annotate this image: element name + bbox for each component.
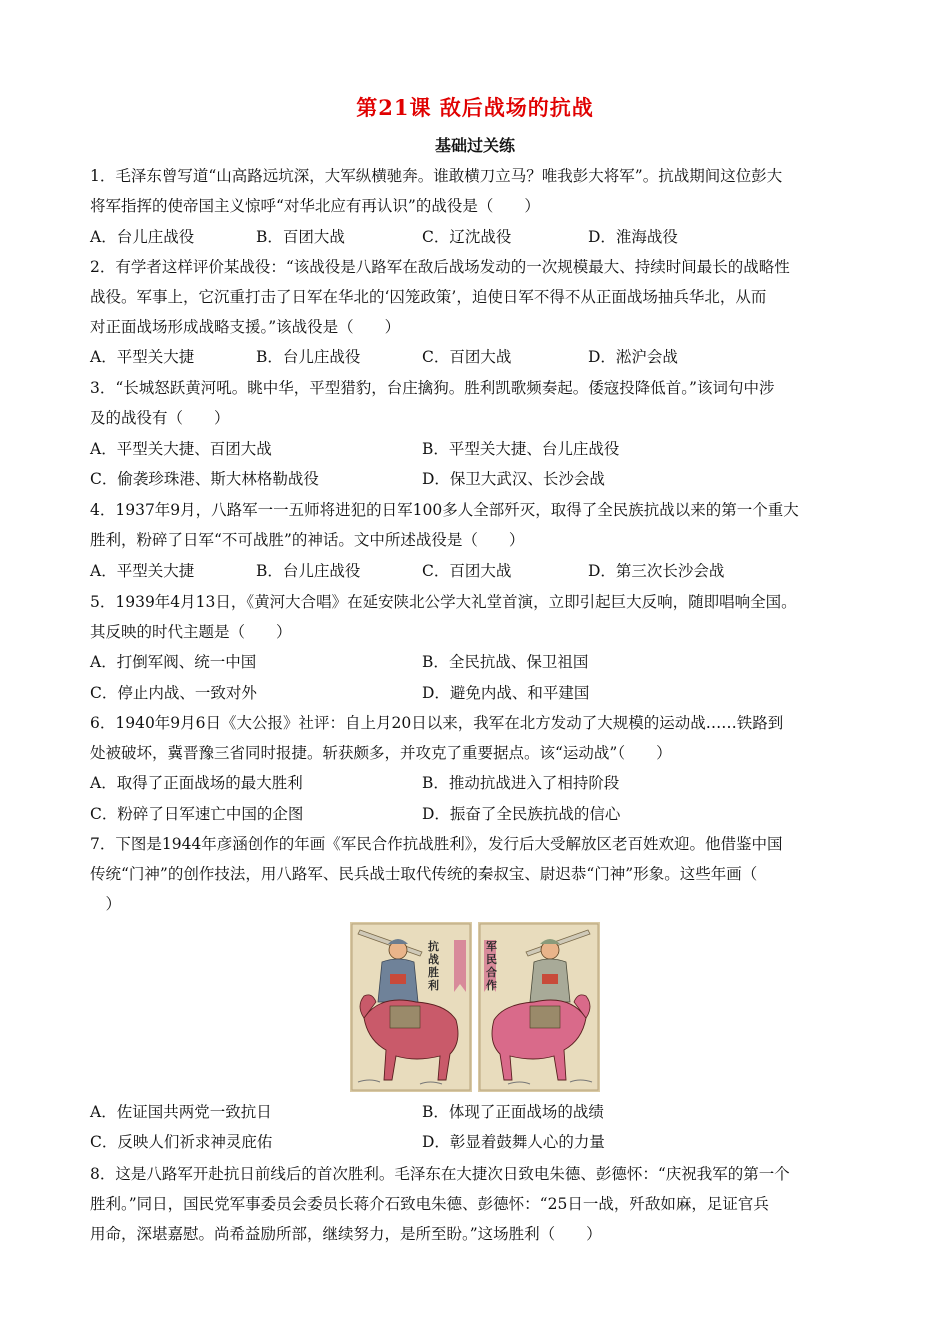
q1-line-1: 1．毛泽东曾写道“山高路远坑深，大军纵横驰奔。谁敢横刀立马？唯我彭大将军”。抗战期间这位彭大 xyxy=(90,167,783,185)
q7-line-3: ） xyxy=(90,895,122,913)
q2-line-3: 对正面战场形成战略支援。”该战役是（ ） xyxy=(90,318,401,336)
q7-line-1: 7．下图是1944年彦涵创作的年画《军民合作抗战胜利》，发行后大受解放区老百姓欢迎。他借鉴中国 xyxy=(90,835,783,853)
q4-option-b: B．台儿庄战役 xyxy=(256,562,361,580)
painting-left-caption: 抗战胜利 xyxy=(428,940,439,992)
q3-option-c: C．偷袭珍珠港、斯大林格勒战役 xyxy=(90,470,319,488)
q3-option-d: D．保卫大武汉、长沙会战 xyxy=(422,470,605,488)
q1-option-c: C．辽沈战役 xyxy=(422,228,512,246)
q4-option-a: A．平型关大捷 xyxy=(90,562,195,580)
q7-option-a: A．佐证国共两党一致抗日 xyxy=(90,1103,272,1121)
lesson-title: 第21课 敌后战场的抗战 xyxy=(356,95,594,120)
section-subtitle: 基础过关练 xyxy=(434,136,515,155)
painting-left-panel xyxy=(350,922,472,1092)
q6-option-a: A．取得了正面战场的最大胜利 xyxy=(90,774,303,792)
q2-option-a: A．平型关大捷 xyxy=(90,348,195,366)
q5-option-a: A．打倒军阀、统一中国 xyxy=(90,653,257,671)
q6-option-d: D．振奋了全民族抗战的信心 xyxy=(422,805,621,823)
q2-option-d: D．淞沪会战 xyxy=(588,348,678,366)
q5-line-1: 5．1939年4月13日，《黄河大合唱》在延安陕北公学大礼堂首演，立即引起巨大反响，随即唱响全国。 xyxy=(90,593,797,611)
q7-option-b: B．体现了正面战场的战绩 xyxy=(422,1103,604,1121)
q5-option-d: D．避免内战、和平建国 xyxy=(422,684,590,702)
q3-option-b: B．平型关大捷、台儿庄战役 xyxy=(422,440,620,458)
q6-line-1: 6．1940年9月6日《大公报》社评：自上月20日以来，我军在北方发动了大规模的运动战……铁路到 xyxy=(90,714,784,732)
q7-line-2: 传统“门神”的创作技法，用八路军、民兵战士取代传统的秦叔宝、尉迟恭“门神”形象。这些年画（ xyxy=(90,865,758,883)
q5-option-b: B．全民抗战、保卫祖国 xyxy=(422,653,589,671)
q1-option-d: D．淮海战役 xyxy=(588,228,678,246)
q6-line-2: 处被破坏，冀晋豫三省同时报捷。斩获颇多，并攻克了重要据点。该“运动战”（ ） xyxy=(90,744,672,762)
q8-line-1: 8．这是八路军开赴抗日前线后的首次胜利。毛泽东在大捷次日致电朱德、彭德怀：“庆祝我军的第一个 xyxy=(90,1165,790,1183)
new-year-painting-image xyxy=(350,922,600,1092)
q3-line-2: 及的战役有（ ） xyxy=(90,409,230,427)
q4-line-1: 4．1937年9月，八路军一一五师将进犯的日军100多人全部歼灭，取得了全民族抗战以来的第一个重大 xyxy=(90,501,799,519)
q6-option-c: C．粉碎了日军速亡中国的企图 xyxy=(90,805,304,823)
q2-option-b: B．台儿庄战役 xyxy=(256,348,361,366)
q1-line-2: 将军指挥的使帝国主义惊呼“对华北应有再认识”的战役是（ ） xyxy=(90,197,540,215)
q4-option-d: D．第三次长沙会战 xyxy=(588,562,725,580)
q1-option-a: A．台儿庄战役 xyxy=(90,228,195,246)
q3-line-1: 3．“长城怒跃黄河吼。眺中华，平型猎豹，台庄擒狗。胜利凯歌频奏起。倭寇投降低首。”该词句中涉 xyxy=(90,379,775,397)
q7-option-c: C．反映人们祈求神灵庇佑 xyxy=(90,1133,273,1151)
q1-option-b: B．百团大战 xyxy=(256,228,345,246)
q6-option-b: B．推动抗战进入了相持阶段 xyxy=(422,774,620,792)
q2-line-2: 战役。军事上，它沉重打击了日军在华北的‘囚笼政策’，迫使日军不得不从正面战场抽兵华北，从而 xyxy=(90,288,767,306)
q5-line-2: 其反映的时代主题是（ ） xyxy=(90,623,292,641)
painting-right-caption: 军民合作 xyxy=(486,940,497,992)
q4-line-2: 胜利，粉碎了日军“不可战胜”的神话。文中所述战役是（ ） xyxy=(90,531,525,549)
q8-line-3: 用命，深堪嘉慰。尚希益励所部，继续努力，是所至盼。”这场胜利（ ） xyxy=(90,1225,602,1243)
q7-option-d: D．彰显着鼓舞人心的力量 xyxy=(422,1133,605,1151)
q4-option-c: C．百团大战 xyxy=(422,562,512,580)
q5-option-c: C．停止内战、一致对外 xyxy=(90,684,257,702)
q8-line-2: 胜利。”同日，国民党军事委员会委员长蒋介石致电朱德、彭德怀：“25日一战，歼敌如麻，足证官兵 xyxy=(90,1195,769,1213)
q2-line-1: 2．有学者这样评价某战役：“该战役是八路军在敌后战场发动的一次规模最大、持续时间最长的战略性 xyxy=(90,258,790,276)
q2-option-c: C．百团大战 xyxy=(422,348,512,366)
q3-option-a: A．平型关大捷、百团大战 xyxy=(90,440,272,458)
